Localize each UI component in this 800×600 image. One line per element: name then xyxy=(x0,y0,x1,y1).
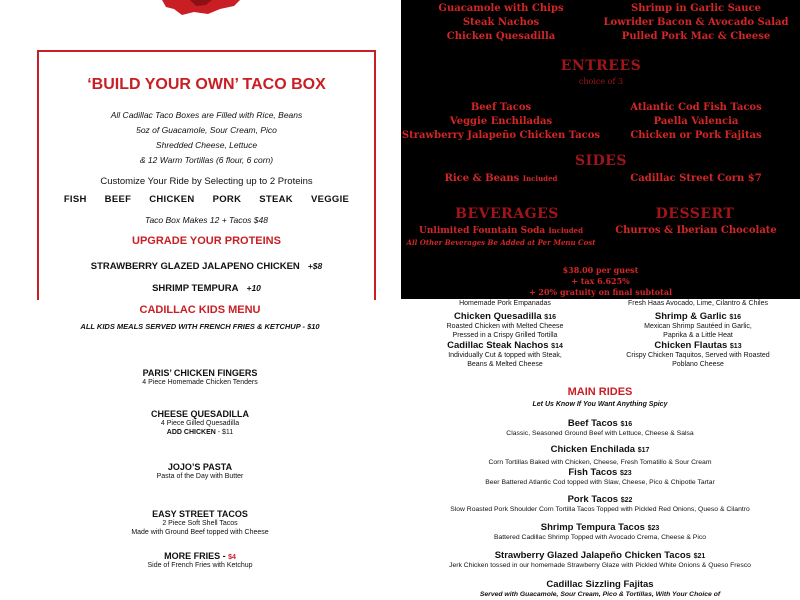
right-menu-page xyxy=(400,0,800,600)
appetizer-name: Cadillac Steak Nachos xyxy=(447,340,549,351)
protein-option: VEGGIE xyxy=(310,194,350,205)
appetizer-desc: Individually Cut & topped with Steak, xyxy=(448,352,562,359)
price-tax: + tax 6.625% xyxy=(571,276,630,286)
main-ride-price: $16 xyxy=(620,421,633,428)
appetizer-name: Shrimp & Garlic xyxy=(654,311,727,322)
main-ride-item xyxy=(400,467,800,487)
appetizer-item xyxy=(598,340,798,369)
sides-heading: SIDES xyxy=(574,153,628,169)
taco-box-desc-line: 5oz of Guacamole, Sour Cream, Pico xyxy=(136,125,277,135)
main-ride-name: Strawberry Glazed Jalapeño Chicken Tacos xyxy=(494,550,691,561)
entree-item: Strawberry Jalapeño Chicken Tacos xyxy=(401,130,601,141)
main-ride-name: Pork Tacos xyxy=(567,494,619,505)
customize-instruction: Customize Your Ride by Selecting up to 2 Proteins xyxy=(100,176,313,187)
entree-item: Veggie Enchiladas xyxy=(449,116,553,127)
upgrade-item xyxy=(39,283,374,294)
main-ride-desc: Slow Roasted Pork Shoulder Corn Tortilla Tacos Topped with Pickled Red Onions, Queso & Cilantro xyxy=(450,506,750,513)
kids-item-name: JOJO’S PASTA xyxy=(167,462,233,472)
kids-item-name: PARIS’ CHICKEN FINGERS xyxy=(142,368,258,378)
entree-item: Atlantic Cod Fish Tacos xyxy=(630,102,762,113)
kids-item-name: EASY STREET TACOS xyxy=(152,509,248,519)
main-ride-price: $22 xyxy=(620,497,633,504)
main-ride-desc: Served with Guacamole, Sour Cream, Pico & Tortillas, With Your Choice of xyxy=(479,591,721,598)
kids-item-desc: Pasta of the Day with Butter xyxy=(156,473,244,480)
price-per-guest: $38.00 per guest xyxy=(562,265,639,275)
main-ride-desc: Corn Tortillas Baked with Chicken, Cheese, Fresh Tomatillo & Sour Cream xyxy=(488,459,712,466)
kids-item xyxy=(0,509,400,537)
starter-item: Lowrider Bacon & Avocado Salad xyxy=(603,17,789,28)
beverages-heading: BEVERAGES xyxy=(455,206,559,222)
appetizer-item xyxy=(598,311,798,340)
starter-item: Shrimp in Garlic Sauce xyxy=(630,3,762,14)
protein-option: BEEF xyxy=(104,194,132,205)
appetizer-item xyxy=(405,311,605,340)
upgrade-item xyxy=(39,261,374,272)
appetizer-name: Chicken Flautas xyxy=(654,340,728,351)
upgrade-name: SHRIMP TEMPURA xyxy=(152,283,239,294)
beverage-small-note: All Other Beverages Be Added at Per Menu Cost xyxy=(406,238,596,247)
kids-item-name-text: MORE FRIES - xyxy=(164,551,229,561)
appetizer-price: $13 xyxy=(729,343,742,350)
main-ride-name: Fish Tacos xyxy=(568,467,618,478)
main-ride-name: Shrimp Tempura Tacos xyxy=(540,522,645,533)
starter-item: Steak Nachos xyxy=(462,17,540,28)
entree-item: Paella Valencia xyxy=(653,116,739,127)
entree-item: Chicken or Pork Fajitas xyxy=(630,130,762,141)
kids-menu-title: CADILLAC KIDS MENU xyxy=(139,304,261,316)
main-ride-price: $21 xyxy=(693,553,706,560)
starter-item: Guacamole with Chips xyxy=(438,3,564,14)
appetizer-price: $16 xyxy=(544,314,556,321)
taco-box-desc-line: & 12 Warm Tortillas (6 flour, 6 corn) xyxy=(139,155,274,165)
main-ride-name: Cadillac Sizzling Fajitas xyxy=(546,579,654,590)
kids-item-desc: Side of French Fries with Ketchup xyxy=(147,562,253,569)
appetizer-item xyxy=(405,340,605,369)
appetizer-desc2: Paprika & a Little Heat xyxy=(663,332,733,339)
kids-menu-subtitle: ALL KIDS MEALS SERVED WITH FRENCH FRIES & KETCHUP - $10 xyxy=(80,322,320,331)
starter-item: Pulled Pork Mac & Cheese xyxy=(621,31,771,42)
addon-label: ADD CHICKEN xyxy=(166,429,216,436)
taco-box-panel xyxy=(37,50,376,300)
appetizer-desc: Crispy Chicken Taquitos, Served with Roasted xyxy=(626,352,770,359)
main-ride-desc: Battered Cadillac Shrimp Topped with Avocado Crema, Cheese & Pico xyxy=(493,534,707,541)
appetizer-desc: Roasted Chicken with Melted Cheese xyxy=(446,323,564,330)
main-ride-name: Chicken Enchilada xyxy=(550,444,636,455)
main-ride-item xyxy=(400,579,800,599)
taco-box-makes: Taco Box Makes 12 + Tacos $48 xyxy=(145,215,268,225)
kids-item xyxy=(0,462,400,481)
appetizer-desc2: Pressed in a Crispy Grilled Tortilla xyxy=(452,332,558,339)
main-ride-desc: Jerk Chicken tossed in our homemade Strawberry Glaze with Pickled White Onions & Queso Fresco xyxy=(449,562,751,569)
kids-item-price: $4 xyxy=(228,554,236,561)
appetizer-desc2: Beans & Melted Cheese xyxy=(467,361,543,368)
catering-package-panel xyxy=(401,0,800,299)
kids-item-desc: 4 Piece Gilled Quesadilla xyxy=(160,420,240,427)
main-ride-price: $23 xyxy=(619,470,632,477)
main-ride-price: $23 xyxy=(647,525,660,532)
appetizer-price: $16 xyxy=(729,314,742,321)
main-ride-price: $17 xyxy=(637,447,650,454)
side-item-note: Included xyxy=(522,174,558,183)
upgrade-price: +$8 xyxy=(307,261,323,271)
main-ride-desc: Classic, Seasoned Ground Beef with Lettuce, Cheese & Salsa xyxy=(506,430,694,437)
entree-item: Beef Tacos xyxy=(470,102,532,113)
taco-box-desc-line: All Cadillac Taco Boxes are Filled with Rice, Beans xyxy=(110,110,303,120)
entrees-heading: ENTREES xyxy=(560,58,642,74)
starter-item: Chicken Quesadilla xyxy=(446,31,556,42)
appetizer-desc: Mexican Shrimp Sautéed in Garlic, xyxy=(644,323,752,330)
appetizer-price: $14 xyxy=(551,343,563,350)
kids-item-name: CHEESE QUESADILLA xyxy=(150,409,249,419)
side-item-name: Rice & Beans xyxy=(444,173,520,184)
addon-price: - $11 xyxy=(217,429,234,436)
protein-option: STEAK xyxy=(259,194,293,205)
protein-option: FISH xyxy=(63,194,87,205)
kids-item-desc2: Made with Ground Beef topped with Cheese xyxy=(131,529,269,536)
taco-box-title: ‘BUILD YOUR OWN’ TACO BOX xyxy=(87,76,326,93)
kids-item xyxy=(0,368,400,387)
kids-item xyxy=(0,551,400,570)
dessert-heading: DESSERT xyxy=(655,206,735,222)
entrees-subtitle: choice of 3 xyxy=(578,77,624,86)
kids-item-desc: 4 Piece Homemade Chicken Tenders xyxy=(142,379,258,386)
side-item: Cadillac Street Corn $7 xyxy=(630,173,762,184)
beverage-note: Included xyxy=(548,226,583,235)
appetizer-desc2: Poblano Cheese xyxy=(672,361,724,368)
beverage-name: Unlimited Fountain Soda xyxy=(419,226,546,236)
appetizer-desc: Homemade Pork Empanadas xyxy=(459,300,551,307)
protein-option: PORK xyxy=(212,194,242,205)
main-ride-item xyxy=(400,550,800,570)
upgrade-title: UPGRADE YOUR PROTEINS xyxy=(132,235,281,247)
red-paint-splash-logo xyxy=(160,0,242,16)
kids-item xyxy=(0,409,400,437)
protein-option: CHICKEN xyxy=(149,194,195,205)
appetizer-desc: Fresh Haas Avocado, Lime, Cilantro & Chiles xyxy=(628,300,768,307)
main-ride-item xyxy=(400,418,800,438)
price-gratuity: + 20% gratuity on final subtotal xyxy=(528,287,673,297)
protein-options xyxy=(39,194,374,205)
dessert-item: Churros & Iberian Chocolate xyxy=(615,225,777,236)
main-ride-name: Beef Tacos xyxy=(567,418,618,429)
main-ride-item xyxy=(400,494,800,514)
appetizer-name: Chicken Quesadilla xyxy=(454,311,542,322)
upgrade-price: +10 xyxy=(246,283,261,293)
main-ride-item xyxy=(400,444,800,467)
taco-box-desc-line: Shredded Cheese, Lettuce xyxy=(155,140,258,150)
side-item xyxy=(401,172,601,186)
main-rides-subtitle: Let Us Know If You Want Anything Spicy xyxy=(532,401,668,408)
main-ride-item xyxy=(400,522,800,542)
kids-item-desc: 2 Piece Soft Shell Tacos xyxy=(162,520,238,527)
main-rides-title: MAIN RIDES xyxy=(567,386,633,398)
main-ride-desc: Beer Battered Atlantic Cod topped with Slaw, Cheese, Pico & Chipotle Tartar xyxy=(485,479,715,486)
kids-item-name xyxy=(0,551,400,561)
upgrade-name: STRAWBERRY GLAZED JALAPENO CHICKEN xyxy=(90,261,300,272)
kids-item-addon xyxy=(0,428,400,437)
